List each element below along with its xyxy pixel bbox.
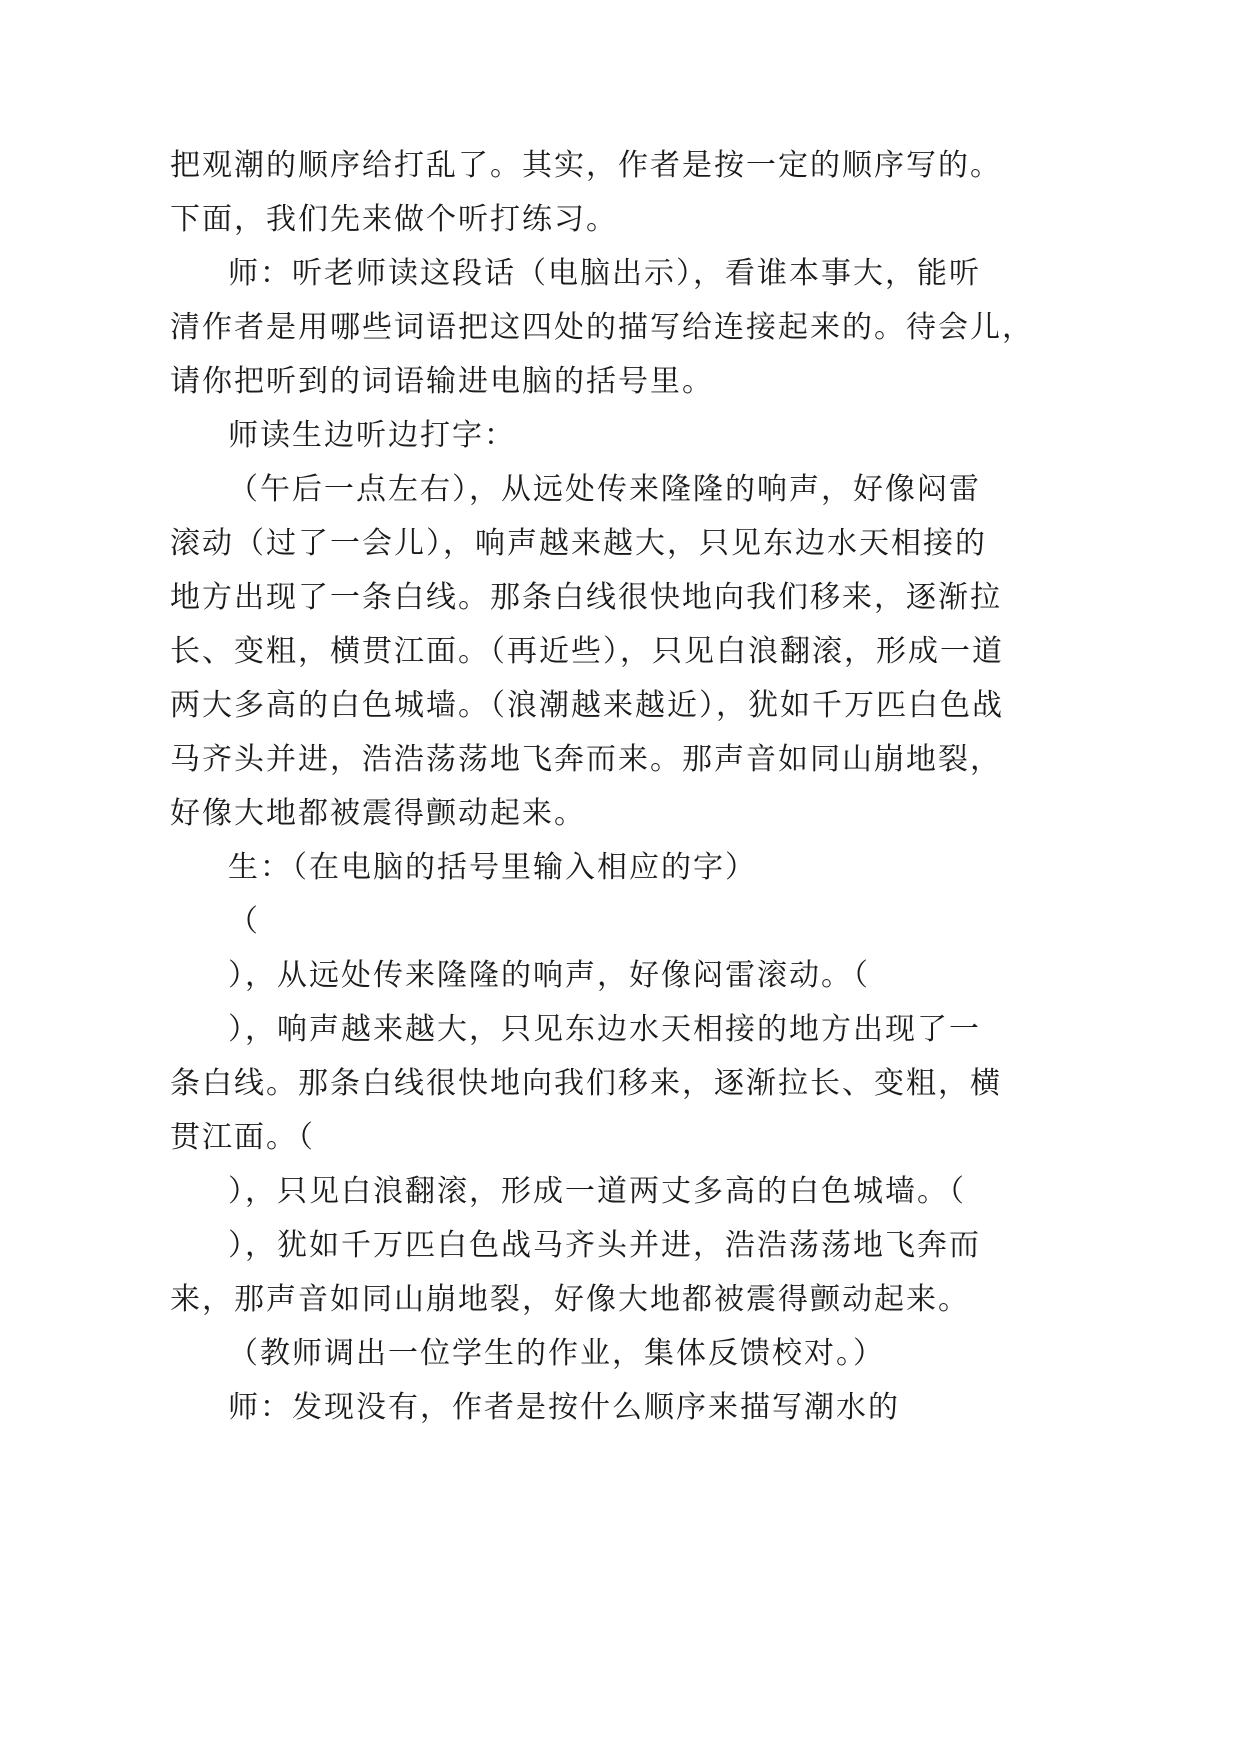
text-line-8: 滚动（过了一会儿），响声越来越大，只见东边水天相接的	[170, 526, 987, 561]
text-line-22: 来，那声音如同山崩地裂，好像大地都被震得颤动起来。	[170, 1282, 970, 1317]
text-line-10: 长、变粗，横贯江面。（再近些），只见白浪翻滚，形成一道	[170, 634, 1004, 669]
text-line-1: 把观潮的顺序给打乱了。其实，作者是按一定的顺序写的。	[170, 148, 1002, 183]
text-line-5: 请你把听到的词语输进电脑的括号里。	[170, 364, 714, 399]
text-line-13: 好像大地都被震得颤动起来。	[170, 796, 586, 831]
text-line-4: 清作者是用哪些词语把这四处的描写给连接起来的。待会儿，	[170, 310, 1034, 345]
text-line-11: 两大多高的白色城墙。（浪潮越来越近），犹如千万匹白色战	[170, 688, 1004, 723]
text-line-21: ），犹如千万匹白色战马齐头并进，浩浩荡荡地飞奔而	[228, 1228, 981, 1263]
text-line-18: 条白线。那条白线很快地向我们移来，逐渐拉长、变粗，横	[170, 1066, 1002, 1101]
text-line-23: （教师调出一位学生的作业，集体反馈校对。）	[228, 1336, 885, 1371]
text-line-7: （午后一点左右），从远处传来隆隆的响声，好像闷雷	[228, 472, 981, 507]
text-line-9: 地方出现了一条白线。那条白线很快地向我们移来，逐渐拉	[170, 580, 1002, 615]
text-line-2: 下面，我们先来做个听打练习。	[170, 202, 618, 237]
text-line-15: （	[228, 904, 260, 939]
text-line-14: 生：（在电脑的括号里输入相应的字）	[228, 850, 757, 885]
text-line-6: 师读生边听边打字：	[228, 418, 516, 453]
text-line-20: ），只见白浪翻滚，形成一道两丈多高的白色城墙。（	[228, 1174, 966, 1209]
text-line-12: 马齐头并进，浩浩荡荡地飞奔而来。那声音如同山崩地裂，	[170, 742, 1002, 777]
text-line-16: ），从远处传来隆隆的响声，好像闷雷滚动。（	[228, 958, 870, 993]
text-line-17: ），响声越来越大，只见东边水天相接的地方出现了一	[228, 1012, 981, 1047]
text-line-3: 师：听老师读这段话（电脑出示），看谁本事大，能听	[228, 256, 981, 291]
text-line-19: 贯江面。（	[170, 1120, 315, 1155]
text-line-24: 师：发现没有，作者是按什么顺序来描写潮水的	[228, 1390, 900, 1425]
